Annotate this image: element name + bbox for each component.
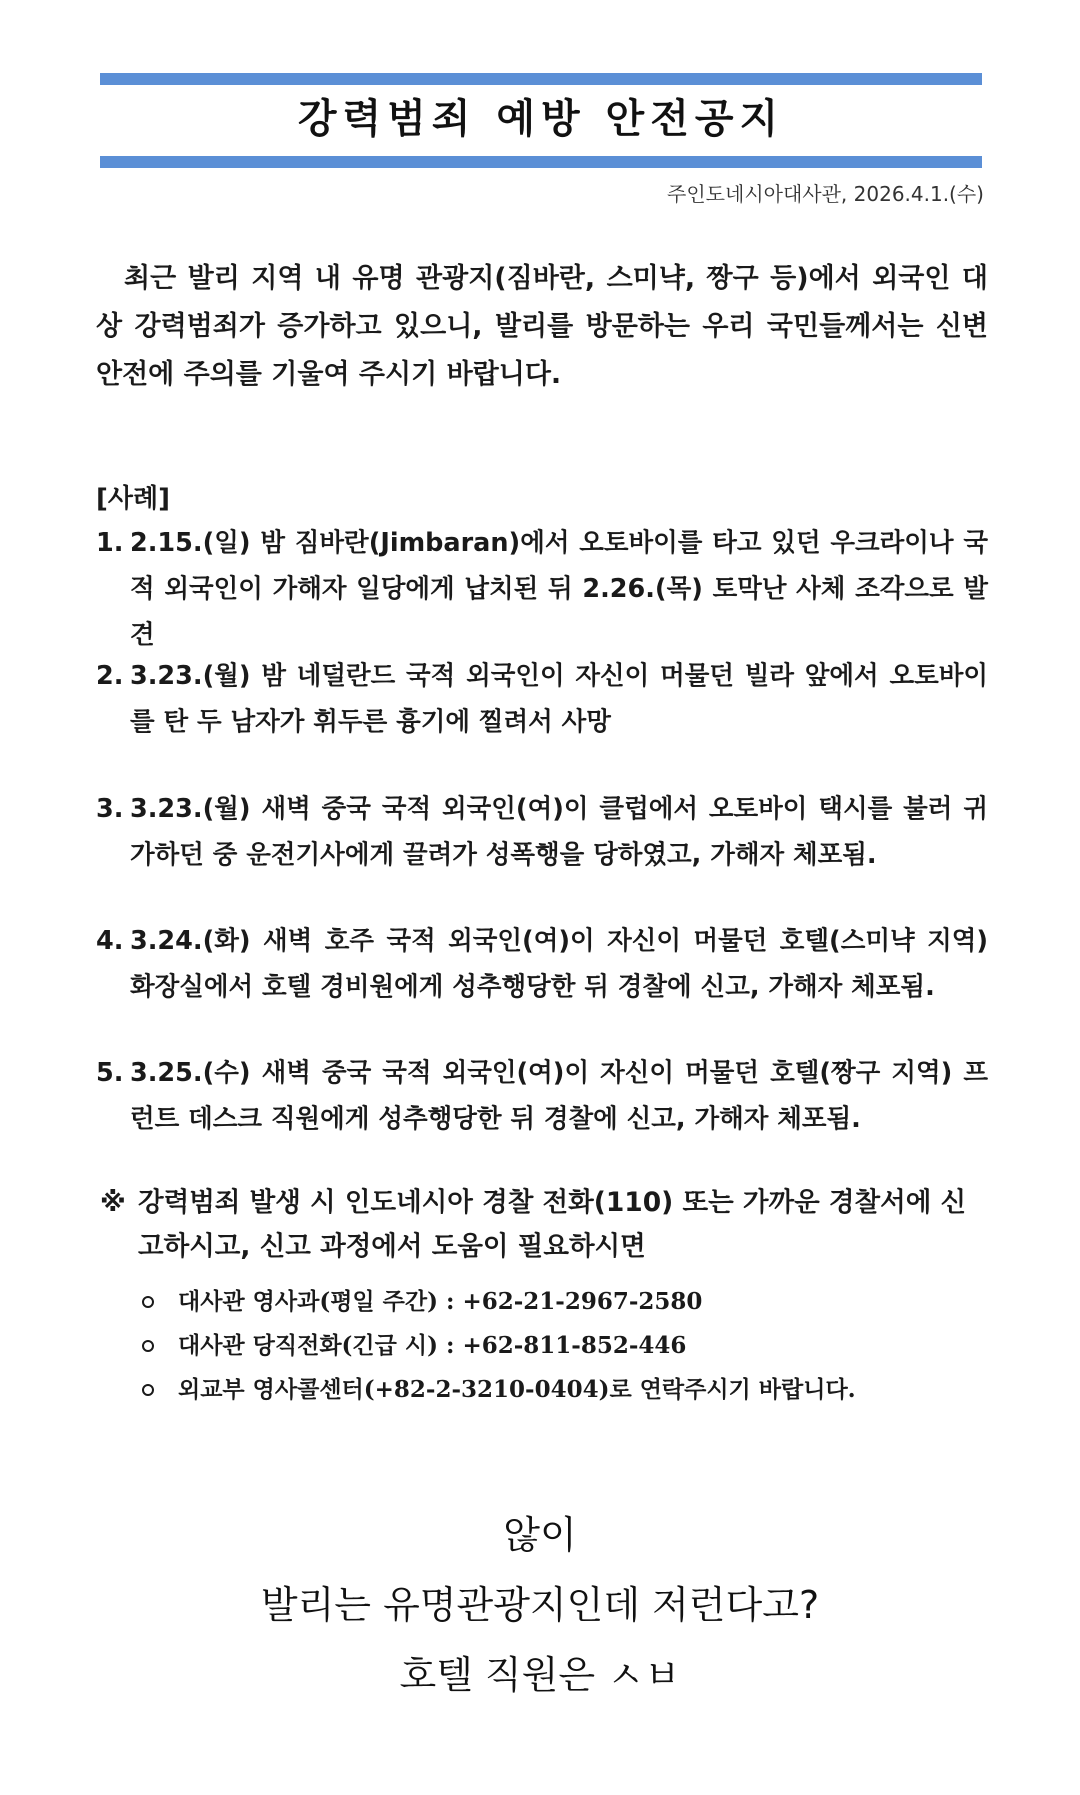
title-top-rule: [100, 73, 982, 85]
case-text: 3.24.(화) 새벽 호주 국적 외국인(여)이 자신이 머물던 호텔(스미냑 지역) 화장실에서 호텔 경비원에게 성추행당한 뒤 경찰에 신고, 가해자 체포됨.: [130, 926, 988, 1002]
case-item-2: [96, 653, 988, 745]
title-bottom-rule: [100, 156, 982, 168]
case-number: 5.: [96, 1058, 124, 1088]
case-number: 1.: [96, 528, 124, 558]
footnote-text: 강력범죄 발생 시 인도네시아 경찰 전화(110) 또는 가까운 경찰서에 신고하시고, 신고 과정에서 도움이 필요하시면: [138, 1187, 967, 1262]
contact-list: [138, 1280, 988, 1412]
case-text: 3.23.(월) 새벽 중국 국적 외국인(여)이 클럽에서 오토바이 택시를 불러 귀가하던 중 운전기사에게 끌려가 성폭행을 당하였고, 가해자 체포됨.: [130, 794, 988, 870]
contact-text: 외교부 영사콜센터(+82-2-3210-0404)로 연락주시기 바랍니다.: [178, 1376, 856, 1403]
contact-text: 대사관 영사과(평일 주간) : +62-21-2967-2580: [178, 1288, 703, 1315]
case-item-5: [96, 1050, 988, 1142]
notice-intro: 최근 발리 지역 내 유명 관광지(짐바란, 스미냑, 짱구 등)에서 외국인 대상 강력범죄가 증가하고 있으니, 발리를 방문하는 우리 국민들께서는 신변안전에 주의를 기울여 주시기 바랍니다.: [96, 263, 988, 390]
circle-bullet-icon: [142, 1296, 154, 1308]
circle-bullet-icon: [142, 1340, 154, 1352]
cases-heading: [사례]: [96, 484, 170, 514]
contact-item: [138, 1280, 988, 1324]
caption-line-2: 발리는 유명관광지인데 저런다고?: [260, 1583, 820, 1627]
caption-line-3: 호텔 직원은 ㅅㅂ: [399, 1653, 681, 1697]
caption-line-1: 않이: [503, 1513, 577, 1557]
footnote: [100, 1181, 990, 1269]
case-text: 3.23.(월) 밤 네덜란드 국적 외국인이 자신이 머물던 빌라 앞에서 오토바이를 탄 두 남자가 휘두른 흉기에 찔려서 사망: [130, 661, 988, 737]
contact-text: 대사관 당직전화(긴급 시) : +62-811-852-446: [178, 1332, 687, 1359]
contact-item: [138, 1368, 988, 1412]
case-item-4: [96, 918, 988, 1010]
circle-bullet-icon: [142, 1384, 154, 1396]
case-item-3: [96, 786, 988, 878]
case-number: 4.: [96, 926, 124, 956]
case-number: 2.: [96, 661, 124, 691]
case-item-1: [96, 520, 988, 658]
notice-byline: 주인도네시아대사관, 2026.4.1.(수): [667, 182, 984, 206]
reference-mark-icon: ※: [100, 1187, 126, 1218]
notice-title: 강력범죄 예방 안전공지: [297, 96, 785, 142]
case-text: 3.25.(수) 새벽 중국 국적 외국인(여)이 자신이 머물던 호텔(짱구 지역) 프런트 데스크 직원에게 성추행당한 뒤 경찰에 신고, 가해자 체포됨.: [130, 1058, 988, 1134]
case-text: 2.15.(일) 밤 짐바란(Jimbaran)에서 오토바이를 타고 있던 우크라이나 국적 외국인이 가해자 일당에게 납치된 뒤 2.26.(목) 토막난 사체 조각으로 발견: [130, 528, 988, 650]
contact-item: [138, 1324, 988, 1368]
case-number: 3.: [96, 794, 124, 824]
